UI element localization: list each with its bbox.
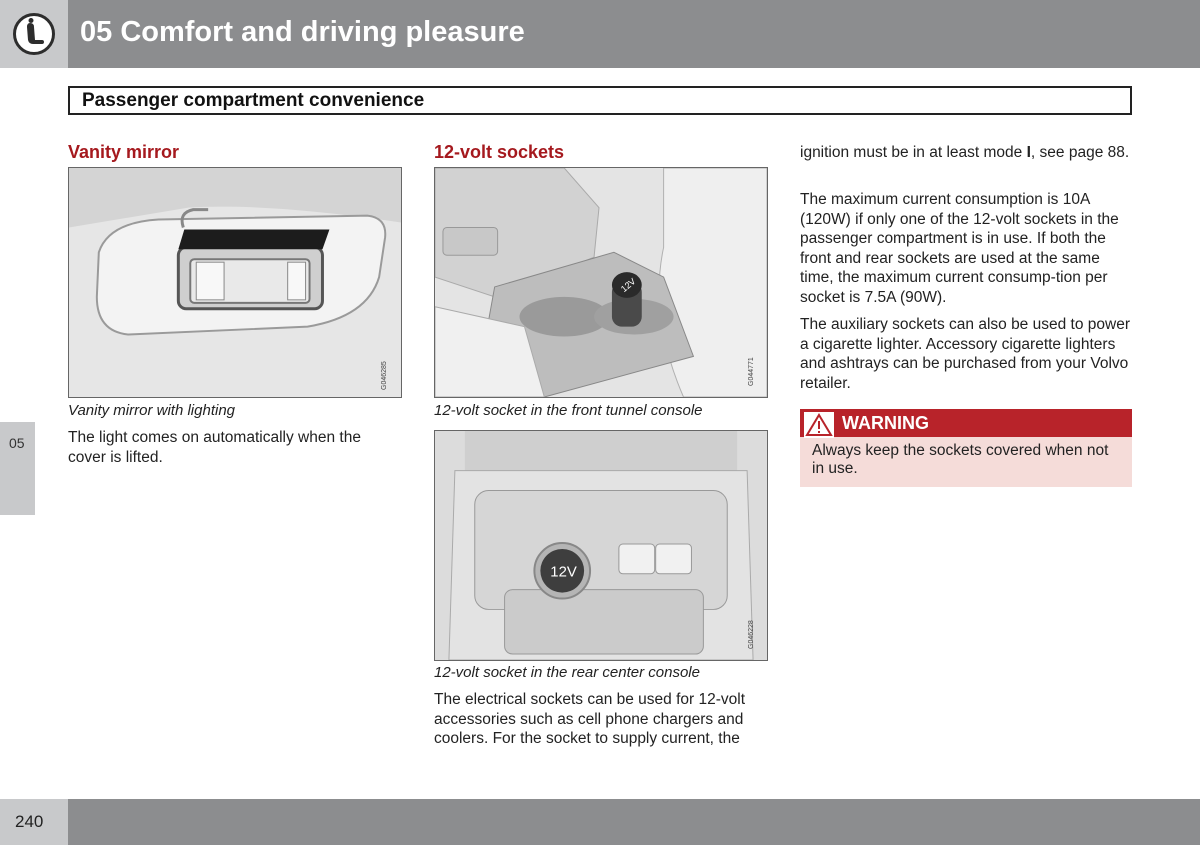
sockets-heading: 12-volt sockets: [434, 142, 565, 162]
front-socket-caption: 12-volt socket in the front tunnel console: [434, 402, 703, 419]
section-title: Passenger compartment convenience: [82, 90, 425, 111]
rear-socket-figure: [434, 430, 768, 661]
side-tab-label: 05: [9, 435, 25, 451]
page-footer: [0, 799, 1200, 845]
vanity-mirror-caption: Vanity mirror with lighting: [68, 402, 235, 419]
chapter-icon-box: [0, 0, 68, 68]
seat-icon: [13, 13, 55, 55]
front-socket-figure: [434, 167, 768, 398]
warning-box: [800, 409, 1132, 487]
vanity-mirror-body: The light comes on automatically when the cover is lifted.: [68, 429, 361, 466]
section-bar: [68, 86, 1132, 115]
chapter-side-tab[interactable]: [0, 422, 35, 515]
ignition-paragraph: ignition must be in at least mode I, see page 88.: [800, 144, 1130, 161]
socket-12v-label: 12V: [618, 276, 638, 295]
vanity-mirror-figure: [68, 167, 402, 398]
chapter-title: 05 Comfort and driving pleasure: [80, 16, 525, 48]
vanity-mirror-heading: Vanity mirror: [68, 142, 180, 162]
warning-title: WARNING: [842, 413, 929, 433]
page-number-box: [0, 799, 68, 845]
socket-12v-label: 12V: [550, 564, 577, 581]
rear-socket-caption: 12-volt socket in the rear center console: [434, 664, 700, 681]
figure-code: G046285: [381, 361, 388, 390]
warning-text: Always keep the sockets covered when not in use.: [812, 442, 1109, 477]
auxiliary-sockets-paragraph: The auxiliary sockets can also be used to power a cigarette lighter. Accessory cigarette lighters and ashtrays can be purchased from your Volvo retailer.: [800, 316, 1130, 392]
figure-code: G046228: [748, 620, 755, 649]
chapter-header: [0, 0, 1200, 68]
warning-triangle-icon: [804, 412, 834, 438]
sockets-body: The electrical sockets can be used for 12-volt accessories such as cell phone chargers and coolers. For the socket to supply current, the: [434, 691, 746, 747]
warning-header: [800, 409, 1132, 437]
page-number: 240: [15, 812, 44, 831]
current-consumption-paragraph: The maximum current consumption is 10A (120W) if only one of the 12-volt sockets in the passenger compartment is in use. If both the front and rear sockets are used at the same time, the maximum current consump-tion per socket is 7.5A (90W).: [800, 191, 1119, 306]
figure-code: G044771: [748, 357, 755, 386]
